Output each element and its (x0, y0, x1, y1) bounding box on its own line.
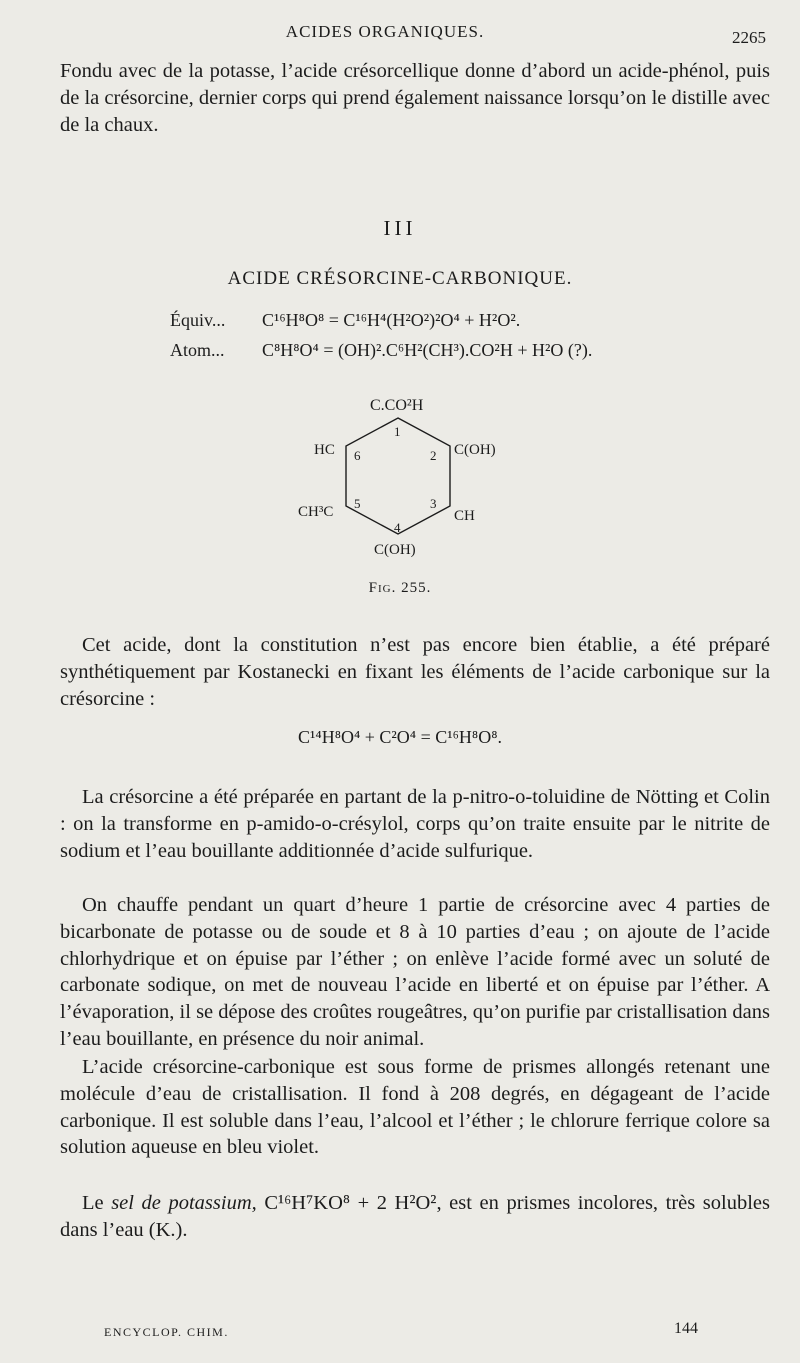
paragraph-synthesis: Cet acide, dont la constitution n’est pas encore bien établie, a été préparé synthétiquement par Kostanecki en fixant les éléments de l’acide carbonique sur la crésorcine : (60, 634, 770, 710)
salt-formula: C¹⁶H⁷KO⁸ + 2 H²O², (256, 1192, 442, 1214)
pos4-group-label: C(OH) (374, 542, 416, 558)
ring-number-4: 4 (394, 520, 401, 535)
footer-source: ENCYCLOP. CHIM. (104, 1325, 229, 1339)
equiv-formula: C¹⁶H⁸O⁸ = C¹⁶H⁴(H²O²)²O⁴ + H²O². (262, 310, 521, 330)
atom-formula: C⁸H⁸O⁴ = (OH)².C⁶H²(CH³).CO²H + H²O (?). (262, 340, 593, 360)
paragraph-potassium-salt (60, 1190, 770, 1244)
section-title: ACIDE CRÉSORCINE-CARBONIQUE. (227, 268, 573, 289)
page-number: 2265 (732, 28, 766, 47)
salt-name: sel de potassium, (111, 1192, 257, 1214)
equiv-formula-row (170, 310, 520, 331)
paragraph-properties: L’acide crésorcine-carbonique est sous forme de prismes allongés retenant une molécule d’eau de cristallisation. Il fond à 208 degrés, en dégageant de l’acide carbonique. Il est soluble dans l’eau, l’alcool et l’éther ; le chlorure ferrique colore sa solution aqueuse en bleu violet. (60, 1056, 770, 1159)
pos5-group-label: CH³C (298, 504, 334, 520)
synthesis-equation: C¹⁴H⁸O⁴ + C²O⁴ = C¹⁶H⁸O⁸. (298, 727, 502, 747)
figure-caption: Fig. 255. (368, 580, 432, 596)
ring-number-2: 2 (430, 448, 437, 463)
footer-sheet-number: 144 (674, 1320, 698, 1337)
paragraph-cresorcine: La crésorcine a été préparée en partant de la p-nitro-o-toluidine de Nötting et Colin : on la transforme en p-amido-o-crésylol, corps qu’on traite ensuite par le nitrite de sodium et l’eau bouillante additionnée d’acide sulfurique. (60, 786, 770, 862)
paragraph-preparation: On chauffe pendant un quart d’heure 1 partie de crésorcine avec 4 parties de bicarbonate de potasse ou de soude et 8 à 10 parties d’eau ; on ajoute de l’acide chlorhydrique et on épuise par l’éther ; on enlève l’acide formé avec un soluté de carbonate sodique, on met de nouveau l’acide en liberté et on épuise par l’éther. A l’évaporation, il se dépose des croûtes rougeâtres, qu’on purifie par cristallisation dans l’eau bouillante, en présence du noir animal. (60, 894, 770, 1050)
intro-paragraph: Fondu avec de la potasse, l’acide crésorcellique donne d’abord un acide-phénol, puis de la crésorcine, dernier corps qui prend également naissance lorsqu’on le distille avec de la chaux. (60, 60, 770, 136)
atom-label: Atom... (170, 340, 225, 360)
pos2-group-label: C(OH) (454, 442, 496, 458)
pos6-group-label: HC (314, 442, 335, 458)
ring-number-6: 6 (354, 448, 361, 463)
section-number: III (383, 216, 417, 240)
ring-number-3: 3 (430, 496, 437, 511)
ring-number-5: 5 (354, 496, 361, 511)
salt-rest: est en prismes incolores, très solubles dans l’eau (K.). (60, 1192, 771, 1241)
salt-prefix: Le (82, 1192, 112, 1214)
top-group-label: C.CO²H (370, 397, 424, 414)
running-header: ACIDES ORGANIQUES. (285, 22, 485, 41)
atom-formula-row (170, 340, 592, 361)
structure-diagram (290, 388, 530, 568)
equiv-label: Équiv... (170, 310, 226, 330)
pos3-group-label: CH (454, 508, 475, 524)
ring-number-1: 1 (394, 424, 401, 439)
